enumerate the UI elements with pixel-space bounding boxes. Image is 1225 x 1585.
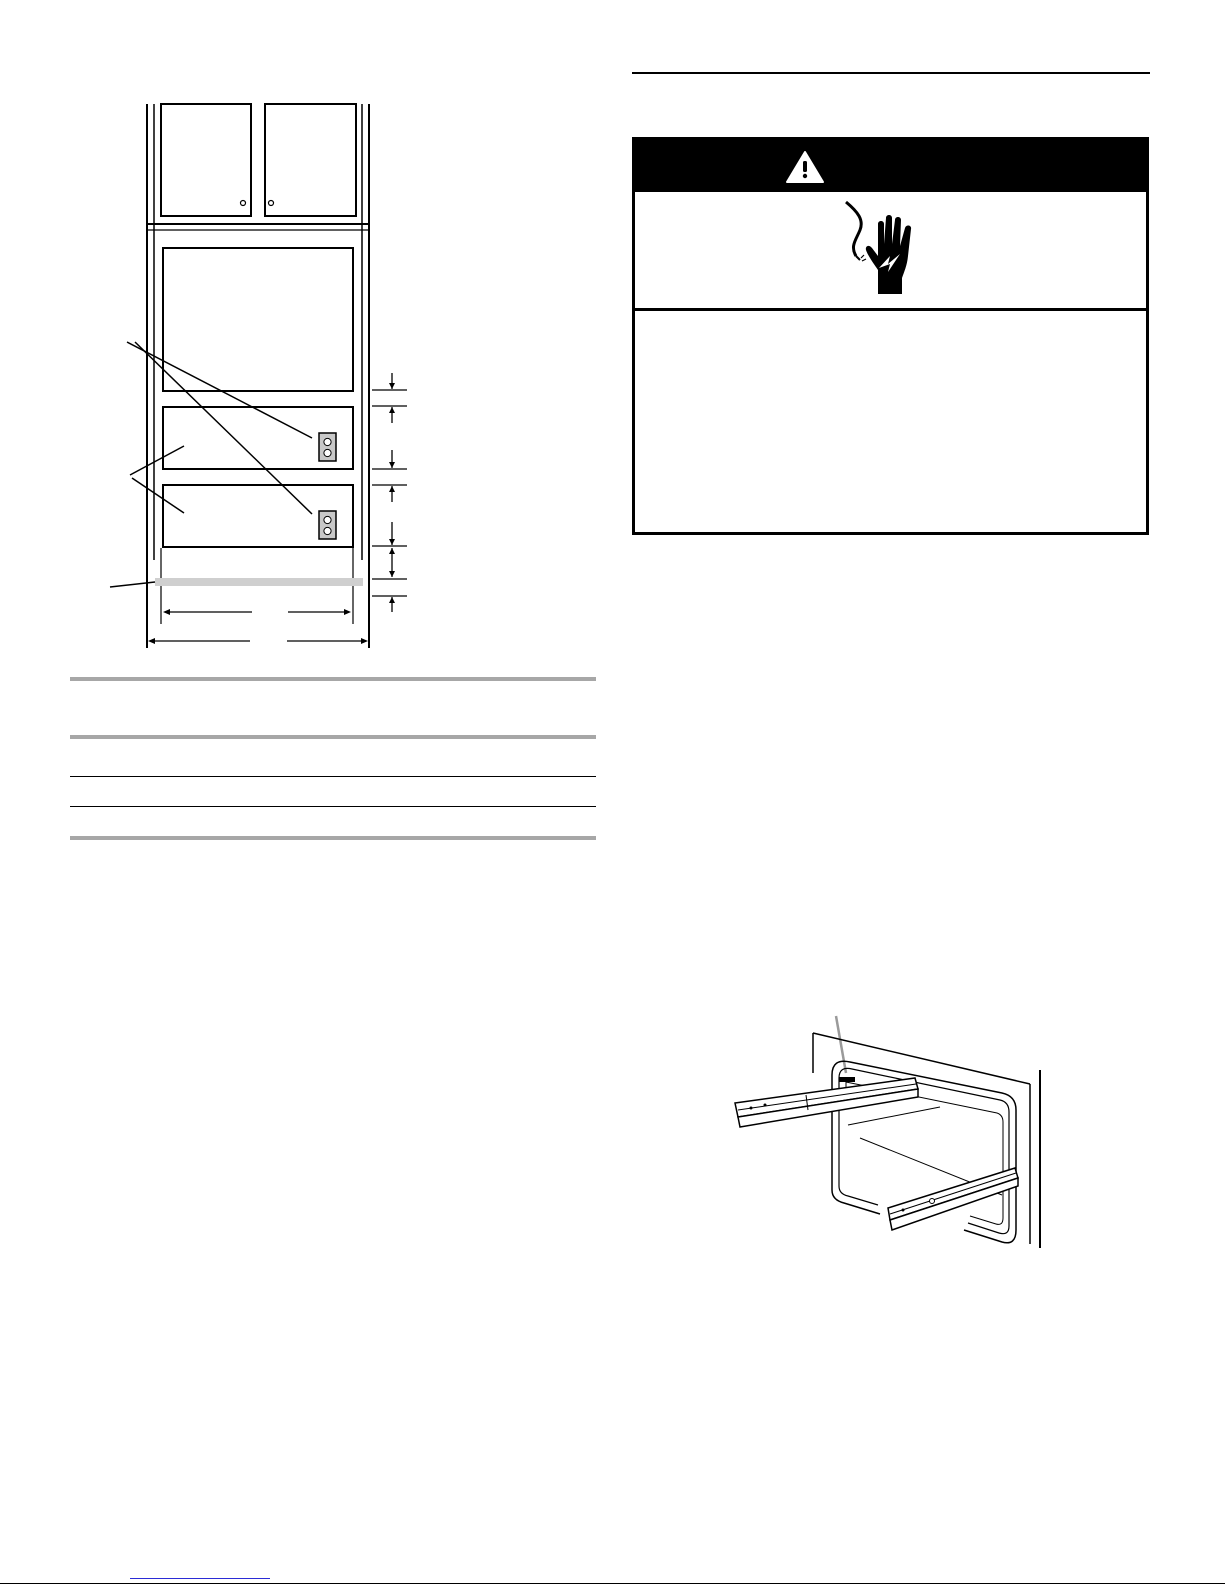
footer-link-underline[interactable]: [130, 1578, 270, 1579]
footer-rule: [0, 1583, 1225, 1584]
